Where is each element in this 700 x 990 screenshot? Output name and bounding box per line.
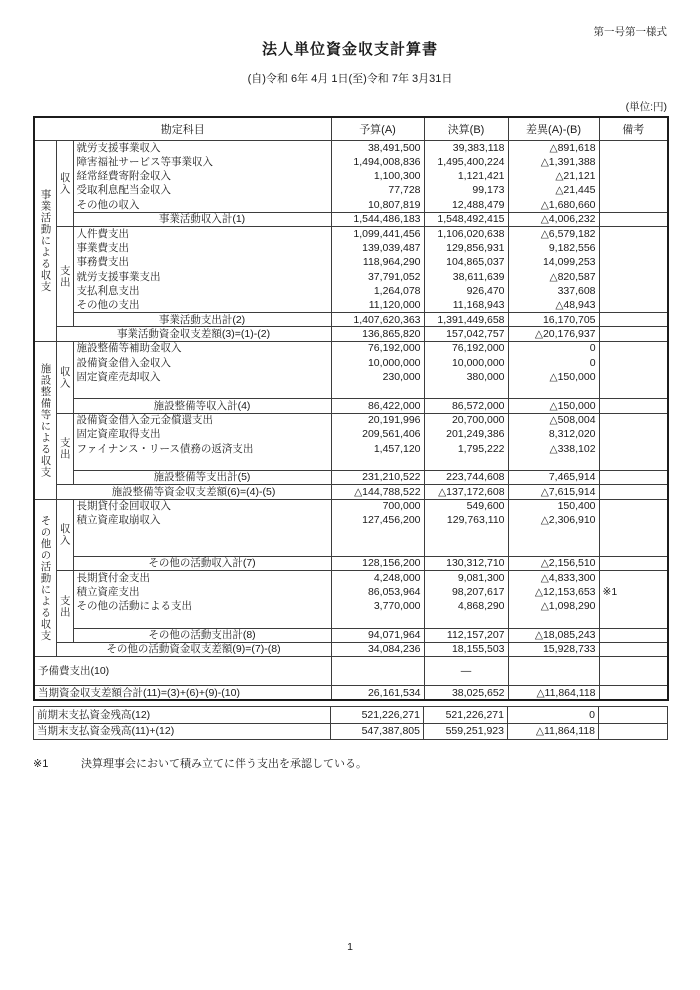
actual-value: 1,495,400,224 <box>424 155 508 169</box>
budget-value: 20,191,996 <box>331 413 424 427</box>
difference-value <box>508 528 599 542</box>
remark-value <box>599 513 668 527</box>
account-label: その他の活動による支出 <box>73 600 331 614</box>
budget-value: △144,788,522 <box>331 485 424 499</box>
account-label: 事務費支出 <box>73 255 331 269</box>
table-row <box>34 643 668 657</box>
remark-value <box>599 456 668 470</box>
difference-value <box>508 614 599 628</box>
actual-value: 129,763,110 <box>424 513 508 527</box>
table-row <box>34 341 668 355</box>
account-label: 施設整備等資金収支差額(6)=(4)-(5) <box>56 485 331 499</box>
account-label: 設備資金借入金収入 <box>73 356 331 370</box>
table-row <box>34 600 668 614</box>
actual-value: 1,121,421 <box>424 169 508 183</box>
account-label <box>73 542 331 556</box>
budget-value <box>331 657 424 686</box>
difference-value: 337,608 <box>508 284 599 298</box>
budget-value: 128,156,200 <box>331 556 424 570</box>
flow-type-label: 収入 <box>56 141 73 227</box>
actual-value: 157,042,757 <box>424 327 508 341</box>
account-label: 設備資金借入金元金償還支出 <box>73 413 331 427</box>
header-difference: 差異(A)-(B) <box>508 117 599 141</box>
fund-statement-table <box>33 116 669 701</box>
difference-value: △820,587 <box>508 270 599 284</box>
remark-value <box>599 723 668 740</box>
account-label: 障害福祉サービス等事業収入 <box>73 155 331 169</box>
actual-value: 1,795,222 <box>424 442 508 456</box>
difference-value: 0 <box>508 341 599 355</box>
actual-value: 104,865,037 <box>424 255 508 269</box>
difference-value: △1,680,660 <box>508 198 599 212</box>
header-actual: 決算(B) <box>424 117 508 141</box>
difference-value: △2,306,910 <box>508 513 599 527</box>
difference-value: △20,176,937 <box>508 327 599 341</box>
footnote-marker: ※1 <box>33 758 49 771</box>
budget-value: 118,964,290 <box>331 255 424 269</box>
table-row <box>34 628 668 642</box>
table-row <box>34 585 668 599</box>
remark-value <box>599 370 668 384</box>
budget-value: 1,264,078 <box>331 284 424 298</box>
account-label: 前期末支払資金残高(12) <box>34 707 331 724</box>
difference-value: 0 <box>508 707 599 724</box>
remark-value <box>599 470 668 484</box>
spacer-row <box>34 456 668 470</box>
table-row <box>34 707 668 724</box>
footnote <box>33 755 667 771</box>
table-row <box>34 513 668 527</box>
table-row <box>34 212 668 226</box>
remark-value <box>599 399 668 413</box>
table-row <box>34 442 668 456</box>
table-row <box>34 571 668 585</box>
remark-value <box>599 155 668 169</box>
table-row <box>34 356 668 370</box>
table-row <box>34 313 668 327</box>
actual-value: 4,868,290 <box>424 600 508 614</box>
account-label: 事業活動収入計(1) <box>73 212 331 226</box>
remark-value <box>599 614 668 628</box>
flow-type-label: 支出 <box>56 571 73 643</box>
budget-value: 1,100,300 <box>331 169 424 183</box>
remark-value <box>599 485 668 499</box>
actual-value: 129,856,931 <box>424 241 508 255</box>
table-row <box>34 298 668 312</box>
difference-value: △7,615,914 <box>508 485 599 499</box>
header-account: 勘定科目 <box>34 117 331 141</box>
budget-value <box>331 542 424 556</box>
unit-label: (単位:円) <box>625 101 667 113</box>
table-row <box>34 413 668 427</box>
actual-value: 223,744,608 <box>424 470 508 484</box>
account-label <box>73 528 331 542</box>
actual-value: 521,226,271 <box>424 707 508 724</box>
actual-value <box>424 384 508 398</box>
difference-value <box>508 657 599 686</box>
budget-value: 4,248,000 <box>331 571 424 585</box>
flow-type-label: 支出 <box>56 413 73 485</box>
account-label: 支払利息支出 <box>73 284 331 298</box>
table-row <box>34 657 668 686</box>
section-label: その他の活動による収支 <box>34 499 56 657</box>
difference-value: △4,006,232 <box>508 212 599 226</box>
account-label <box>73 384 331 398</box>
actual-value: 98,207,617 <box>424 585 508 599</box>
budget-value: 521,226,271 <box>331 707 424 724</box>
remark-value <box>599 169 668 183</box>
account-label: 固定資産売却収入 <box>73 370 331 384</box>
remark-value <box>599 686 668 700</box>
table-row <box>34 485 668 499</box>
actual-value <box>424 456 508 470</box>
table-row <box>34 370 668 384</box>
account-label: 受取利息配当金収入 <box>73 184 331 198</box>
account-label <box>73 614 331 628</box>
actual-value <box>424 528 508 542</box>
remark-value <box>599 571 668 585</box>
footnote-text: 決算理事会において積み立てに伴う支出を承認している。 <box>81 758 367 771</box>
table-row <box>34 169 668 183</box>
actual-value: 86,572,000 <box>424 399 508 413</box>
table-row <box>34 327 668 341</box>
actual-value: 10,000,000 <box>424 356 508 370</box>
actual-value: 1,391,449,658 <box>424 313 508 327</box>
budget-value: 127,456,200 <box>331 513 424 527</box>
difference-value: △891,618 <box>508 141 599 155</box>
header-remarks: 備考 <box>599 117 668 141</box>
remark-value: ※1 <box>599 585 668 599</box>
budget-value: 11,120,000 <box>331 298 424 312</box>
remark-value <box>599 284 668 298</box>
table-row <box>34 155 668 169</box>
account-label: その他の収入 <box>73 198 331 212</box>
actual-value: 1,106,020,638 <box>424 227 508 241</box>
account-label: 長期貸付金回収収入 <box>73 499 331 513</box>
difference-value: △2,156,510 <box>508 556 599 570</box>
remark-value <box>599 141 668 155</box>
budget-value: 10,000,000 <box>331 356 424 370</box>
budget-value: 231,210,522 <box>331 470 424 484</box>
account-label: 長期貸付金支出 <box>73 571 331 585</box>
table-row <box>34 499 668 513</box>
difference-value: △21,121 <box>508 169 599 183</box>
account-label: 施設整備等補助金収入 <box>73 341 331 355</box>
difference-value <box>508 384 599 398</box>
account-label: 施設整備等支出計(5) <box>73 470 331 484</box>
remark-value <box>599 442 668 456</box>
difference-value: 9,182,556 <box>508 241 599 255</box>
table-row <box>34 255 668 269</box>
difference-value: 8,312,020 <box>508 427 599 441</box>
flow-type-label: 収入 <box>56 499 73 571</box>
actual-value: — <box>424 657 508 686</box>
actual-value: 1,548,492,415 <box>424 212 508 226</box>
table-row <box>34 686 668 700</box>
actual-value: 38,611,639 <box>424 270 508 284</box>
table-header-row <box>34 117 668 141</box>
remark-value <box>599 413 668 427</box>
difference-value: △1,391,388 <box>508 155 599 169</box>
spacer-row <box>34 384 668 398</box>
budget-value: 37,791,052 <box>331 270 424 284</box>
budget-value: 1,407,620,363 <box>331 313 424 327</box>
account-label: その他の活動資金収支差額(9)=(7)-(8) <box>56 643 331 657</box>
account-label: その他の活動収入計(7) <box>73 556 331 570</box>
difference-value: △21,445 <box>508 184 599 198</box>
budget-value: 700,000 <box>331 499 424 513</box>
actual-value: 559,251,923 <box>424 723 508 740</box>
remark-value <box>599 600 668 614</box>
account-label: 就労支援事業支出 <box>73 270 331 284</box>
table-row <box>34 227 668 241</box>
budget-value: 77,728 <box>331 184 424 198</box>
account-label: 就労支援事業収入 <box>73 141 331 155</box>
section-label: 施設整備等による収支 <box>34 341 56 499</box>
actual-value: 926,470 <box>424 284 508 298</box>
actual-value: 380,000 <box>424 370 508 384</box>
actual-value: 99,173 <box>424 184 508 198</box>
flow-type-label: 収入 <box>56 341 73 413</box>
form-code: 第一号第一様式 <box>593 26 667 38</box>
difference-value: 14,099,253 <box>508 255 599 269</box>
account-label: 施設整備等収入計(4) <box>73 399 331 413</box>
remark-value <box>599 198 668 212</box>
remark-value <box>599 643 668 657</box>
difference-value: △150,000 <box>508 370 599 384</box>
actual-value: 130,312,710 <box>424 556 508 570</box>
table-row <box>34 470 668 484</box>
report-period: (自)令和 6年 4月 1日(至)令和 7年 3月31日 <box>247 73 453 85</box>
difference-value: △18,085,243 <box>508 628 599 642</box>
account-label: 事業活動支出計(2) <box>73 313 331 327</box>
account-label: 予備費支出(10) <box>34 657 331 686</box>
account-label: ファイナンス・リース債務の返済支出 <box>73 442 331 456</box>
budget-value: 1,099,441,456 <box>331 227 424 241</box>
header-budget: 予算(A) <box>331 117 424 141</box>
remark-value <box>599 657 668 686</box>
remark-value <box>599 270 668 284</box>
table-row <box>34 241 668 255</box>
difference-value: △11,864,118 <box>508 686 599 700</box>
budget-value: 86,053,964 <box>331 585 424 599</box>
remark-value <box>599 528 668 542</box>
actual-value <box>424 542 508 556</box>
remark-value <box>599 298 668 312</box>
spacer-row <box>34 542 668 556</box>
table-row <box>34 427 668 441</box>
actual-value: 39,383,118 <box>424 141 508 155</box>
actual-value: 38,025,652 <box>424 686 508 700</box>
actual-value: 9,081,300 <box>424 571 508 585</box>
remark-value <box>599 628 668 642</box>
account-label: 当期末支払資金残高(11)+(12) <box>34 723 331 740</box>
difference-value: 16,170,705 <box>508 313 599 327</box>
budget-value: 139,039,487 <box>331 241 424 255</box>
difference-value: △4,833,300 <box>508 571 599 585</box>
budget-value: 209,561,406 <box>331 427 424 441</box>
remark-value <box>599 212 668 226</box>
remark-value <box>599 341 668 355</box>
table-row <box>34 399 668 413</box>
spacer-row <box>34 528 668 542</box>
account-label: 積立資産支出 <box>73 585 331 599</box>
remark-value <box>599 427 668 441</box>
remark-value <box>599 241 668 255</box>
difference-value: △11,864,118 <box>508 723 599 740</box>
difference-value: △12,153,653 <box>508 585 599 599</box>
table-row <box>34 141 668 155</box>
account-label: 事業費支出 <box>73 241 331 255</box>
budget-value: 1,544,486,183 <box>331 212 424 226</box>
actual-value: 112,157,207 <box>424 628 508 642</box>
difference-value: △1,098,290 <box>508 600 599 614</box>
actual-value: 201,249,386 <box>424 427 508 441</box>
page-number: 1 <box>347 941 353 953</box>
difference-value: △338,102 <box>508 442 599 456</box>
page-title: 法人単位資金収支計算書 <box>261 41 438 58</box>
budget-value <box>331 456 424 470</box>
actual-value <box>424 614 508 628</box>
difference-value: 15,928,733 <box>508 643 599 657</box>
account-label: 事業活動資金収支差額(3)=(1)-(2) <box>56 327 331 341</box>
budget-value: 38,491,500 <box>331 141 424 155</box>
budget-value <box>331 614 424 628</box>
remark-value <box>599 227 668 241</box>
budget-value <box>331 384 424 398</box>
section-label: 事業活動による収支 <box>34 141 56 342</box>
actual-value: △137,172,608 <box>424 485 508 499</box>
budget-value: 34,084,236 <box>331 643 424 657</box>
budget-value: 76,192,000 <box>331 341 424 355</box>
spacer-row <box>34 614 668 628</box>
remark-value <box>599 313 668 327</box>
actual-value: 18,155,503 <box>424 643 508 657</box>
table-row <box>34 184 668 198</box>
budget-value <box>331 528 424 542</box>
remark-value <box>599 707 668 724</box>
fund-balance-table <box>33 706 668 740</box>
actual-value: 76,192,000 <box>424 341 508 355</box>
table-row <box>34 723 668 740</box>
difference-value: △150,000 <box>508 399 599 413</box>
budget-value: 230,000 <box>331 370 424 384</box>
budget-value: 94,071,964 <box>331 628 424 642</box>
flow-type-label: 支出 <box>56 227 73 327</box>
budget-value: 26,161,534 <box>331 686 424 700</box>
table-row <box>34 270 668 284</box>
budget-value: 1,494,008,836 <box>331 155 424 169</box>
budget-value: 86,422,000 <box>331 399 424 413</box>
remark-value <box>599 384 668 398</box>
difference-value: △6,579,182 <box>508 227 599 241</box>
actual-value: 549,600 <box>424 499 508 513</box>
difference-value <box>508 456 599 470</box>
budget-value: 547,387,805 <box>331 723 424 740</box>
table-row <box>34 284 668 298</box>
budget-value: 136,865,820 <box>331 327 424 341</box>
account-label: 積立資産取崩収入 <box>73 513 331 527</box>
difference-value: 7,465,914 <box>508 470 599 484</box>
account-label: 人件費支出 <box>73 227 331 241</box>
actual-value: 20,700,000 <box>424 413 508 427</box>
budget-value: 10,807,819 <box>331 198 424 212</box>
remark-value <box>599 327 668 341</box>
remark-value <box>599 542 668 556</box>
difference-value: 150,400 <box>508 499 599 513</box>
remark-value <box>599 356 668 370</box>
account-label: 経常経費寄附金収入 <box>73 169 331 183</box>
statement-area <box>33 99 667 771</box>
table-row <box>34 556 668 570</box>
remark-value <box>599 556 668 570</box>
remark-value <box>599 499 668 513</box>
difference-value: 0 <box>508 356 599 370</box>
difference-value <box>508 542 599 556</box>
budget-value: 3,770,000 <box>331 600 424 614</box>
remark-value <box>599 184 668 198</box>
remark-value <box>599 255 668 269</box>
account-label: 固定資産取得支出 <box>73 427 331 441</box>
actual-value: 11,168,943 <box>424 298 508 312</box>
table-row <box>34 198 668 212</box>
difference-value: △48,943 <box>508 298 599 312</box>
account-label: 当期資金収支差額合計(11)=(3)+(6)+(9)-(10) <box>34 686 331 700</box>
difference-value: △508,004 <box>508 413 599 427</box>
account-label: その他の支出 <box>73 298 331 312</box>
account-label: その他の活動支出計(8) <box>73 628 331 642</box>
budget-value: 1,457,120 <box>331 442 424 456</box>
account-label <box>73 456 331 470</box>
actual-value: 12,488,479 <box>424 198 508 212</box>
